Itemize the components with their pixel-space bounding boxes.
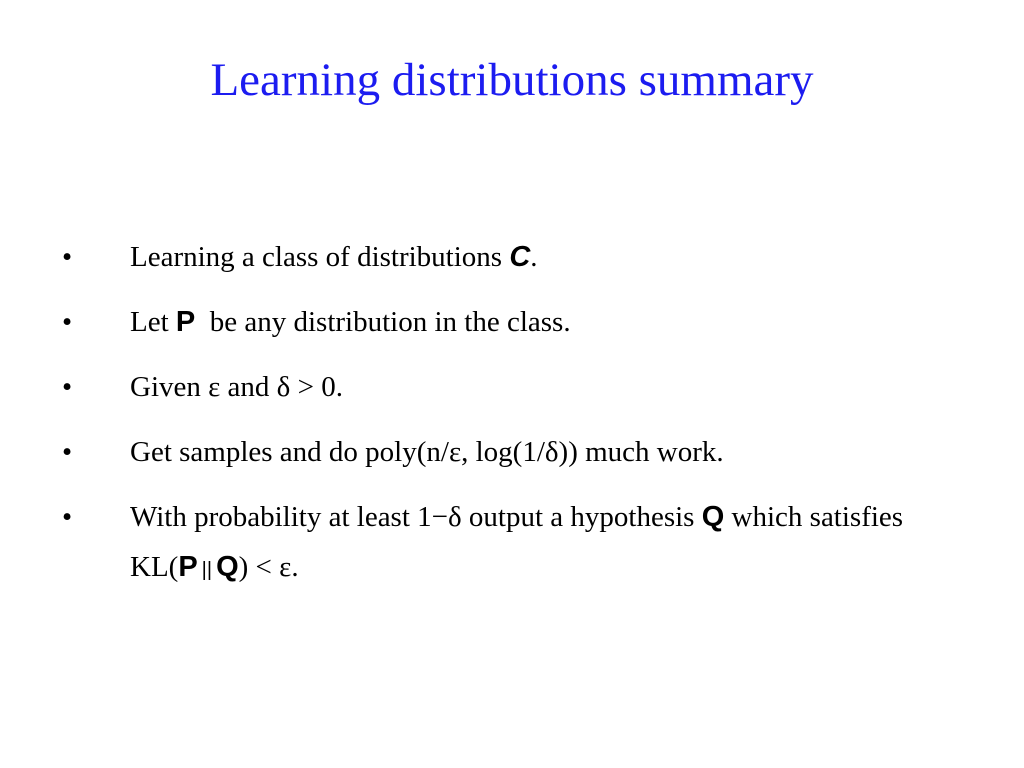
symbol-q: Q	[701, 501, 725, 533]
bullet-item-samples	[62, 427, 962, 477]
bullet-text: With probability at least 1−δ output a hypothesis	[130, 501, 702, 533]
slide-title: Learning distributions summary	[210, 54, 814, 106]
bullet-marker: •	[62, 436, 73, 468]
bullet-list	[62, 232, 962, 610]
bullet-item-distribution	[62, 297, 962, 347]
bullet-text-end: be any distribution in the class.	[195, 306, 571, 338]
bullet-marker: •	[62, 241, 73, 273]
symbol-p: P	[175, 306, 196, 338]
parallel-symbol: ||	[201, 559, 213, 581]
bullet-marker: •	[62, 501, 73, 533]
bullet-text: Get samples and do poly(n/ε, log(1/δ)) much work.	[130, 436, 724, 468]
bullet-marker: •	[62, 306, 73, 338]
bullet-marker: •	[62, 371, 73, 403]
bullet-text: Let	[130, 306, 176, 338]
bullet-item-given	[62, 362, 962, 412]
symbol-p: P	[178, 551, 198, 583]
symbol-q: Q	[216, 551, 239, 583]
bullet-item-class	[62, 232, 962, 282]
symbol-c: C	[509, 241, 531, 273]
bullet-item-probability	[62, 492, 962, 595]
bullet-text-end: ) < ε.	[238, 551, 299, 583]
bullet-text-end: .	[530, 241, 538, 273]
bullet-text: Given ε and δ > 0.	[130, 371, 343, 403]
bullet-text-mid: which satisfies KL(	[130, 501, 904, 583]
bullet-text: Learning a class of distributions	[130, 241, 510, 273]
